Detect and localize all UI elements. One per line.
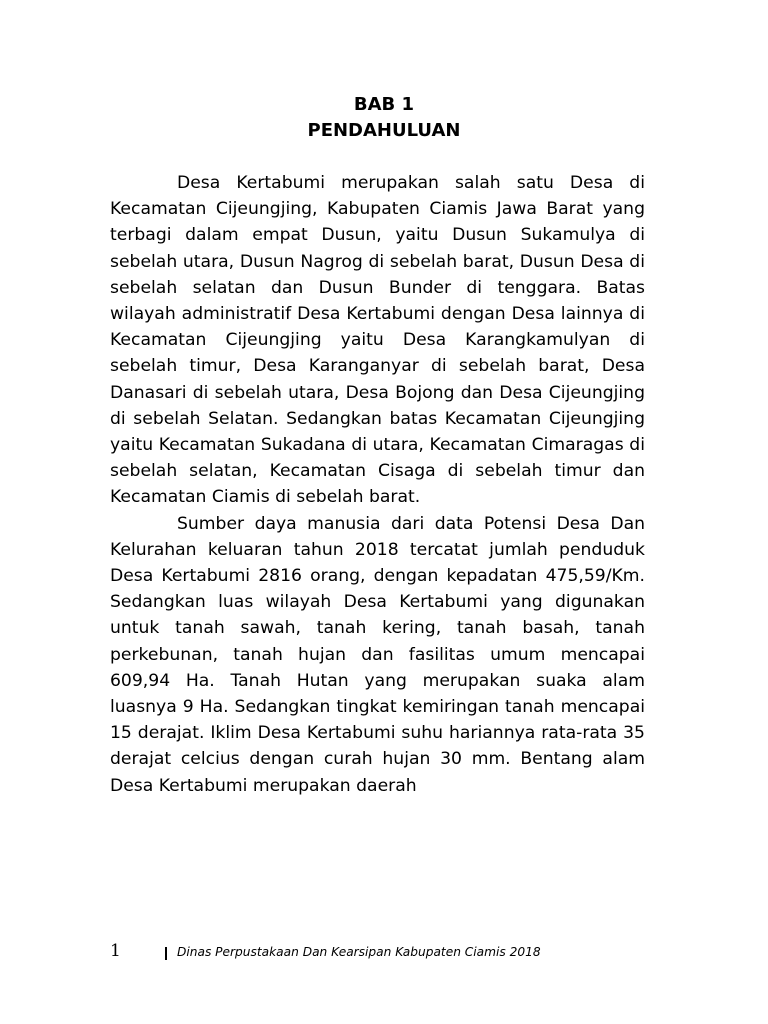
footer-text: Dinas Perpustakaan Dan Kearsipan Kabupaten Ciamis 2018 [177, 945, 541, 959]
page-number: 1 [110, 941, 121, 961]
footer-divider [165, 947, 167, 960]
page-footer [110, 940, 670, 964]
chapter-number: BAB 1 [353, 94, 415, 115]
paragraph-1: Desa Kertabumi merupakan salah satu Desa di Kecamatan Cijeungjing, Kabupaten Ciamis Jawa Barat yang terbagi dalam empat Dusun, yaitu Dusun Sukamulya di sebelah utara, Dusun Nagrog di sebelah barat, Dusun Desa di sebelah selatan dan Dusun Bunder di tenggara. Batas wilayah administratif Desa Kertabumi dengan Desa lainnya di Kecamatan Cijeungjing yaitu Desa Karangkamulyan di sebelah timur, Desa Karanganyar di sebelah barat, Desa Danasari di sebelah utara, Desa Bojong dan Desa Cijeungjing di sebelah Selatan. Sedangkan batas Kecamatan Cijeungjing yaitu Kecamatan Sukadana di utara, Kecamatan Cimaragas di sebelah selatan, Kecamatan Cisaga di sebelah timur dan Kecamatan Ciamis di sebelah barat. [110, 173, 645, 508]
body-text [110, 170, 645, 799]
chapter-title: PENDAHULUAN [307, 120, 461, 141]
paragraph-2: Sumber daya manusia dari data Potensi Desa Dan Kelurahan keluaran tahun 2018 tercatat jumlah penduduk Desa Kertabumi 2816 orang, dengan kepadatan 475,59/Km. Sedangkan luas wilayah Desa Kertabumi yang digunakan untuk tanah sawah, tanah kering, tanah basah, tanah perkebunan, tanah hujan dan fasilitas umum mencapai 609,94 Ha. Tanah Hutan yang merupakan suaka alam luasnya 9 Ha. Sedangkan tingkat kemiringan tanah mencapai 15 derajat. Iklim Desa Kertabumi suhu hariannya rata-rata 35 derajat celcius dengan curah hujan 30 mm. Bentang alam Desa Kertabumi merupakan daerah [110, 513, 645, 796]
